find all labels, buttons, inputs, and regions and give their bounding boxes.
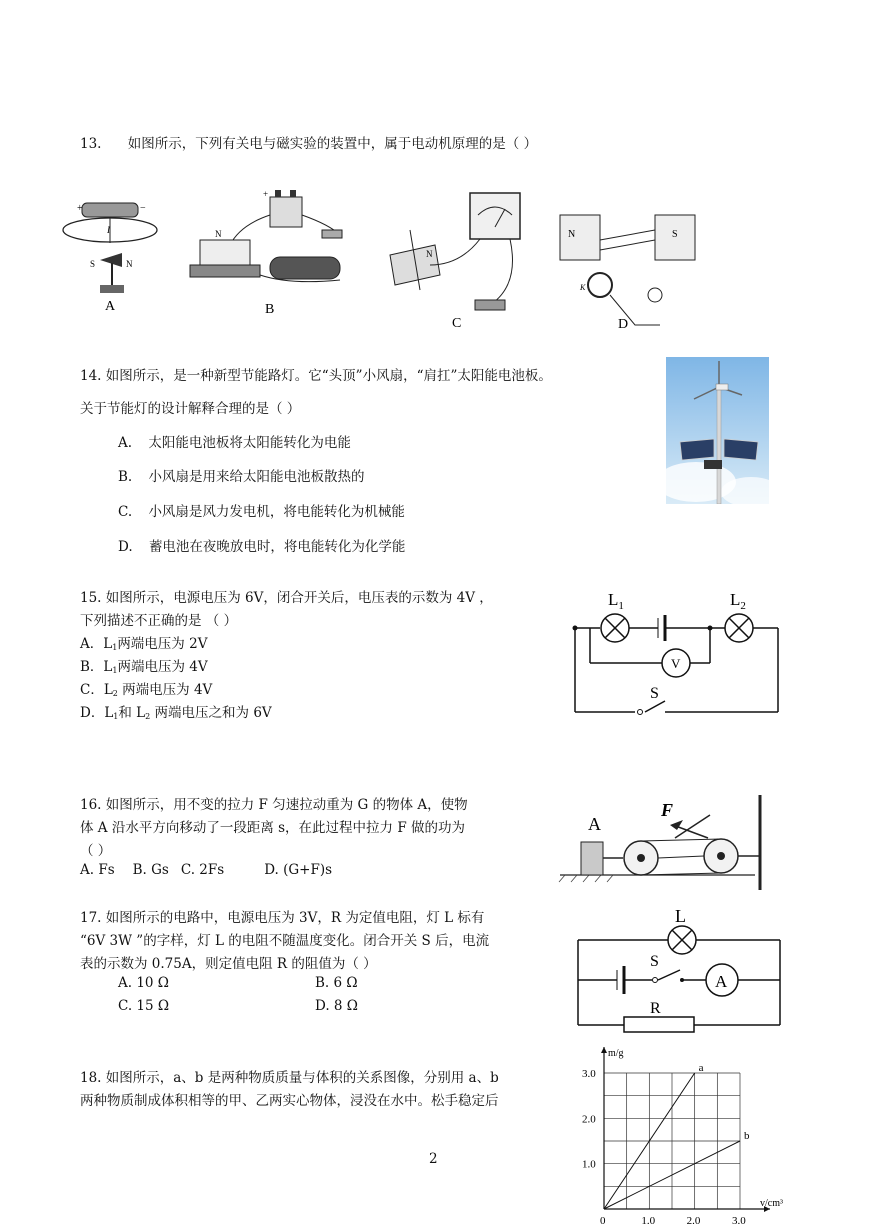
q17-fig-lamp: L bbox=[675, 906, 686, 926]
q14-line2: 关于节能灯的设计解释合理的是（ ） bbox=[80, 401, 301, 417]
q13-figures bbox=[60, 185, 720, 335]
series-label-a: a bbox=[698, 1062, 704, 1074]
y-axis-label: m/g bbox=[608, 1048, 624, 1059]
svg-text:N: N bbox=[126, 259, 133, 269]
q16-fig-label-a: A bbox=[588, 814, 601, 834]
x-tick-label: 3.0 bbox=[732, 1215, 746, 1227]
q17-option-d: D. 8 Ω bbox=[315, 998, 358, 1014]
y-axis-arrow bbox=[601, 1047, 607, 1053]
x-tick-label: 2.0 bbox=[686, 1215, 701, 1227]
q18-mass-volume-chart bbox=[570, 1046, 800, 1228]
q16-pulley-figure bbox=[555, 790, 770, 895]
q15-option-b: B．$L_1$两端电压为 4V bbox=[80, 659, 208, 675]
q15-option-c: C．$L_2$ 两端电压为 4V bbox=[80, 682, 213, 698]
x-axis-label: v/cm³ bbox=[760, 1198, 783, 1209]
q14-option-d: D. 蓄电池在夜晚放电时，将电能转化为化学能 bbox=[118, 539, 406, 555]
q15-fig-l1: $L_1$ bbox=[608, 590, 624, 612]
svg-text:N: N bbox=[426, 249, 433, 259]
x-tick-label: 0 bbox=[600, 1215, 606, 1227]
x-tick-label: 1.0 bbox=[641, 1215, 656, 1227]
q16-line1: 16. 如图所示，用不变的拉力 F 匀速拉动重为 G 的物体 A，使物 bbox=[80, 797, 468, 813]
q13-stem bbox=[80, 132, 537, 152]
q16-line3: （ ） bbox=[80, 843, 112, 859]
q17-line3: 表的示数为 0.75A，则定值电阻 R 的阻值为（ ） bbox=[80, 956, 377, 972]
q13-figure-b bbox=[190, 189, 342, 282]
q14-option-b: B. 小风扇是用来给太阳能电池板散热的 bbox=[118, 469, 365, 485]
page-number: 2 bbox=[429, 1151, 438, 1167]
svg-text:S: S bbox=[672, 229, 678, 240]
q13-number: 13. bbox=[80, 136, 102, 152]
svg-text:+: + bbox=[263, 189, 269, 199]
svg-text:+: + bbox=[77, 203, 83, 214]
q15-option-d: D．$L_1$和 $L_2$ 两端电压之和为 6V bbox=[80, 705, 272, 721]
q13-label-b: B bbox=[265, 302, 275, 317]
q16-options: A. Fs B. Gs C. 2Fs D. (G+F)s bbox=[80, 862, 333, 878]
q18-line2: 两种物质制成体积相等的甲、乙两实心物体，浸没在水中。松手稳定后 bbox=[80, 1093, 499, 1109]
y-tick-label: 2.0 bbox=[582, 1113, 596, 1126]
q15-circuit-figure bbox=[570, 585, 785, 720]
q17-option-b: B. 6 Ω bbox=[315, 975, 358, 991]
q13-label-c: C bbox=[452, 316, 462, 331]
q16-fig-label-f: F bbox=[661, 800, 674, 820]
q17-fig-resistor: R bbox=[650, 1000, 661, 1017]
chart-grid bbox=[604, 1073, 740, 1209]
q15-fig-switch: S bbox=[650, 685, 659, 702]
q17-fig-ammeter: A bbox=[715, 972, 728, 991]
q17-fig-switch: S bbox=[650, 953, 659, 970]
q13-label-a: A bbox=[105, 299, 116, 314]
q17-line2: “6V 3W ”的字样，灯 L 的电阻不随温度变化。闭合开关 S 后，电流 bbox=[80, 933, 490, 949]
chart-labels bbox=[582, 1048, 783, 1227]
y-tick-label: 3.0 bbox=[582, 1068, 596, 1080]
q13-figure-a bbox=[63, 203, 157, 293]
q15-fig-voltmeter: V bbox=[671, 656, 681, 671]
q13-figure-c bbox=[390, 193, 520, 310]
q13-figure-d bbox=[560, 215, 695, 325]
q14-streetlamp-photo bbox=[666, 357, 769, 504]
q15-option-a: A．$L_1$两端电压为 2V bbox=[80, 636, 208, 652]
q15-line2: 下列描述不正确的是 （ ） bbox=[80, 613, 238, 629]
q13-text: 如图所示，下列有关电与磁实验的装置中，属于电动机原理的是（ ） bbox=[127, 136, 538, 152]
svg-text:N: N bbox=[215, 229, 222, 239]
q17-circuit-figure bbox=[572, 900, 787, 1035]
q13-label-d: D bbox=[618, 317, 629, 332]
q18-line1: 18. 如图所示，a、b 是两种物质质量与体积的关系图像，分别用 a、b bbox=[80, 1070, 499, 1086]
q16-line2: 体 A 沿水平方向移动了一段距离 s，在此过程中拉力 F 做的功为 bbox=[80, 820, 465, 836]
q14-option-a: A. 太阳能电池板将太阳能转化为电能 bbox=[118, 435, 351, 451]
q14-option-c: C. 小风扇是风力发电机，将电能转化为机械能 bbox=[118, 504, 405, 520]
svg-text:S: S bbox=[90, 259, 96, 269]
svg-text:N: N bbox=[568, 229, 576, 240]
svg-text:K: K bbox=[580, 283, 586, 292]
svg-text:I: I bbox=[107, 225, 110, 235]
q17-line1: 17. 如图所示的电路中，电源电压为 3V，R 为定值电阻，灯 L 标有 bbox=[80, 910, 485, 926]
q15-line1: 15. 如图所示，电源电压为 6V，闭合开关后，电压表的示数为 4V ， bbox=[80, 590, 493, 606]
svg-text:−: − bbox=[140, 203, 146, 214]
q17-option-c: C. 15 Ω bbox=[118, 998, 170, 1014]
y-tick-label: 1.0 bbox=[582, 1158, 596, 1171]
q17-option-a: A. 10 Ω bbox=[118, 975, 169, 991]
q15-fig-l2: $L_2$ bbox=[730, 590, 746, 612]
q14-line1: 14. 如图所示，是一种新型节能路灯。它“头顶”小风扇，“肩扛”太阳能电池板。 bbox=[80, 368, 552, 384]
series-label-b: b bbox=[744, 1130, 750, 1142]
